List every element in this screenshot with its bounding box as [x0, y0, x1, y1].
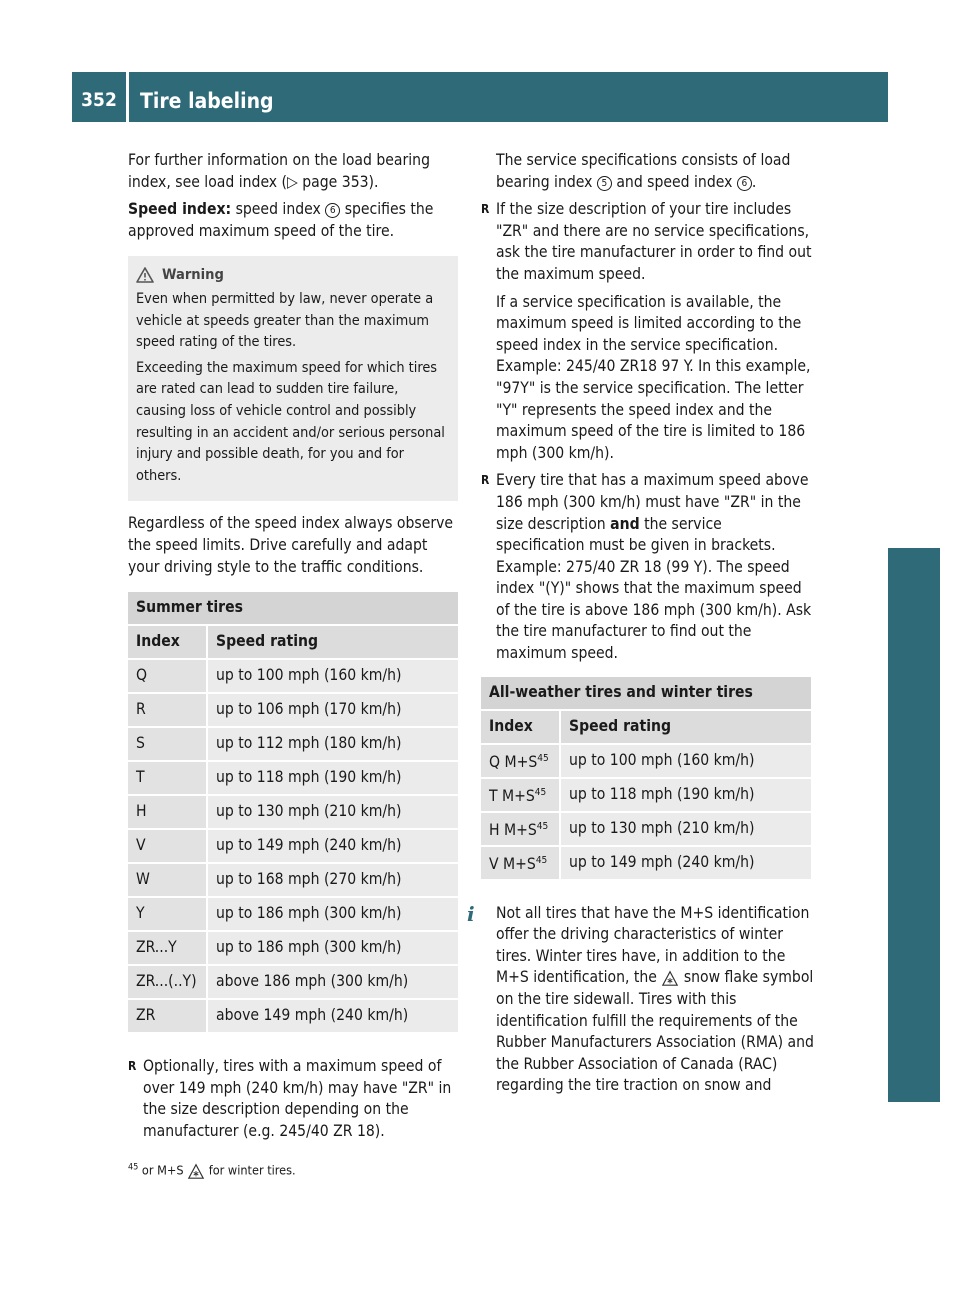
speed-index-cell: W	[128, 864, 208, 898]
speed-rating-cell: up to 130 mph (210 km/h)	[561, 813, 811, 847]
bullet-above-186: R Every tire that has a maximum speed above 186 mph (300 km/h) must have "ZR" in the size description and the service specification must be given in brackets. Example: 275/40 ZR 18 (99 Y). The speed index "(Y)" shows that the maximum speed of the tire is above 186 mph (300 km/h). Ask the tire manufacturer to find out the maximum speed.	[481, 470, 814, 664]
service-spec-available-paragraph: If a service specification is available, the maximum speed is limited according to the speed index in the service specification. Example: 245/40 ZR18 97 Y. In this example, "97Y" is the service specification. The letter "Y" represents the speed index and the maximum speed of the tire is limited to 186 mph (300 km/h).	[496, 292, 811, 462]
speed-index-cell: Y	[128, 898, 208, 932]
footnote: $^{45}$ or M+S for winter tires.	[128, 1162, 296, 1180]
bullet-zr-no-spec: R If the size description of your tire includes "ZR" and there are no service specifications, ask the tire manufacturer in order to find out the maximum speed.	[481, 199, 814, 285]
speed-index-cell: S	[128, 728, 208, 762]
table-row	[128, 762, 458, 796]
table-row	[128, 660, 458, 694]
side-tab-label-wrap	[888, 548, 940, 798]
summer-col-rating: Speed rating	[208, 626, 458, 660]
speed-index-cell: Q	[128, 660, 208, 694]
table-row	[481, 779, 811, 813]
speed-rating-cell: up to 100 mph (160 km/h)	[208, 660, 458, 694]
speed-index-paragraph: Speed index: speed index 6 specifies the approved maximum speed of the tire.	[128, 200, 434, 240]
winter-tires-table	[481, 677, 811, 881]
table-row	[128, 728, 458, 762]
ref-marker-6: 6	[325, 203, 340, 218]
warning-text-2: Exceeding the maximum speed for which tires are rated can lead to sudden tire failure, causing loss of vehicle control and possibly resulting in an accident and/or serious personal injury and possible death, for you and for others.	[136, 359, 445, 484]
load-index-paragraph: For further information on the load bearing index, see load index (▷ page 353).	[128, 151, 430, 191]
speed-limits-paragraph: Regardless of the speed index always observe the speed limits. Drive carefully and adapt your driving style to the traffic conditions.	[128, 514, 454, 576]
right-column	[467, 150, 814, 1097]
speed-rating-cell: up to 106 mph (170 km/h)	[208, 694, 458, 728]
footnote-ref: 45	[534, 786, 547, 798]
page-title: Tire labeling	[140, 89, 274, 113]
ref-marker-6: 6	[737, 176, 752, 191]
warning-box	[128, 256, 458, 501]
table-row	[128, 694, 458, 728]
speed-rating-cell: up to 149 mph (240 km/h)	[561, 847, 811, 881]
table-row	[128, 796, 458, 830]
service-spec-paragraph: The service specifications consists of load bearing index 5 and speed index 6 .	[496, 151, 791, 191]
table-row	[481, 745, 811, 779]
speed-index-cell: V	[128, 830, 208, 864]
speed-rating-cell: up to 186 mph (300 km/h)	[208, 932, 458, 966]
winter-table-caption: All-weather tires and winter tires	[481, 677, 811, 711]
winter-col-index: Index	[481, 711, 561, 745]
speed-rating-cell: up to 149 mph (240 km/h)	[208, 830, 458, 864]
speed-index-cell: V $M+S^{45}$	[481, 847, 561, 881]
winter-col-rating: Speed rating	[561, 711, 811, 745]
snowflake-mountain-icon	[187, 1162, 205, 1180]
speed-index-cell: H $M+S^{45}$	[481, 813, 561, 847]
speed-rating-cell: above 186 mph (300 km/h)	[208, 966, 458, 1000]
speed-rating-cell: up to 100 mph (160 km/h)	[561, 745, 811, 779]
warning-icon	[136, 267, 154, 283]
footnote-ref: 45	[536, 820, 549, 832]
speed-index-cell: ZR	[128, 1000, 208, 1034]
speed-index-cell: ZR...(..Y)	[128, 966, 208, 1000]
summer-tires-table	[128, 592, 458, 1034]
ref-marker-5: 5	[597, 176, 612, 191]
speed-rating-cell: up to 168 mph (270 km/h)	[208, 864, 458, 898]
footnote-ref: 45	[535, 854, 548, 866]
speed-rating-cell: up to 186 mph (300 km/h)	[208, 898, 458, 932]
left-column	[128, 150, 458, 1148]
table-row	[128, 966, 458, 1000]
table-row	[128, 932, 458, 966]
speed-rating-cell: up to 118 mph (190 km/h)	[561, 779, 811, 813]
speed-index-cell: T $M+S^{45}$	[481, 779, 561, 813]
table-row	[128, 864, 458, 898]
summer-table-caption: Summer tires	[128, 592, 458, 626]
table-row	[128, 830, 458, 864]
speed-index-cell: H	[128, 796, 208, 830]
info-note: i Not all tires that have the M+S identification offer the driving characteristics of winter tires. Winter tires have, in addition to the M+S identification, the snow flake symbol on the tire sidewall. Tires with this identification fulfill the requirements of the Rubber Manufacturers Association (RMA) and the Rubber Association of Canada (RAC) regarding the tire traction on snow and	[467, 901, 814, 1095]
speed-index-label: Speed index:	[128, 200, 232, 219]
info-icon: i	[467, 901, 475, 926]
warning-title: Warning	[162, 266, 224, 284]
speed-rating-cell: up to 118 mph (190 km/h)	[208, 762, 458, 796]
warning-text-1: Even when permitted by law, never operate a vehicle at speeds greater than the maximum speed rating of the tires.	[136, 290, 434, 351]
page-number: 352	[81, 89, 117, 111]
side-tab-label: Tires and wheels	[902, 548, 926, 728]
bullet-optional-zr: R Optionally, tires with a maximum speed of over 149 mph (240 km/h) may have "ZR" in the size description depending on the manufacturer (e.g. 245/40 ZR 18).	[128, 1056, 458, 1142]
footnote-mark: 45	[128, 1162, 139, 1173]
speed-rating-cell: up to 112 mph (180 km/h)	[208, 728, 458, 762]
footnote-ref: 45	[537, 752, 549, 764]
speed-index-cell: Q $M+S^{45}$	[481, 745, 561, 779]
speed-rating-cell: above 149 mph (240 km/h)	[208, 1000, 458, 1034]
table-row	[128, 898, 458, 932]
table-row	[481, 813, 811, 847]
summer-col-index: Index	[128, 626, 208, 660]
speed-rating-cell: up to 130 mph (210 km/h)	[208, 796, 458, 830]
header-divider	[126, 72, 129, 122]
snowflake-mountain-icon	[661, 969, 679, 987]
speed-index-cell: ZR...Y	[128, 932, 208, 966]
speed-index-cell: T	[128, 762, 208, 796]
speed-index-cell: R	[128, 694, 208, 728]
table-row	[481, 847, 811, 881]
table-row	[128, 1000, 458, 1034]
